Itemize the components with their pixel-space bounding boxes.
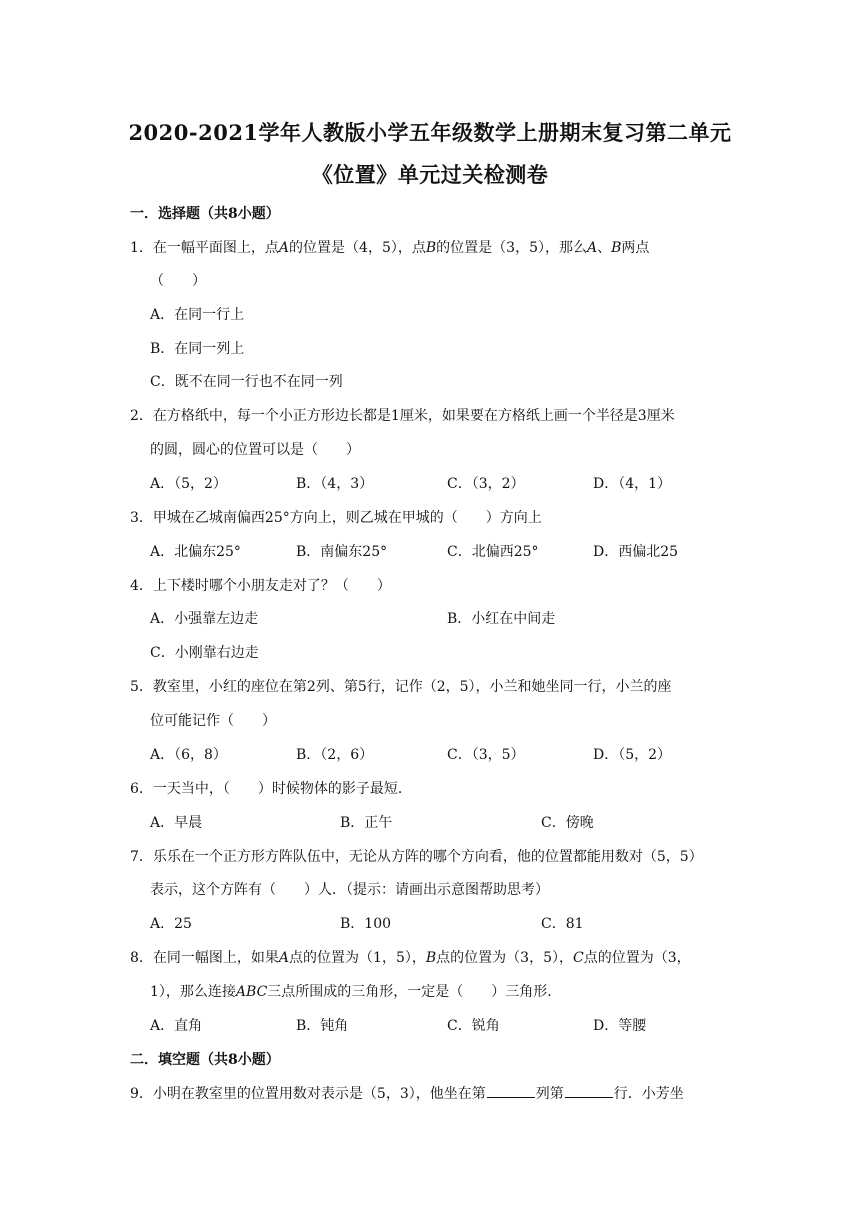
question-text: 列第 bbox=[535, 1086, 564, 1102]
question-7-option-b: B．100 bbox=[340, 916, 392, 932]
question-4-line1: 4．上下楼时哪个小朋友走对了？（ ） bbox=[130, 578, 391, 594]
question-5-line1: 5．教室里，小红的座位在第2列、第5行，记作（2，5），小兰和她坐同一行，小兰的座 bbox=[130, 679, 672, 695]
document-title-line2: 《位置》单元过关检测卷 bbox=[311, 162, 549, 187]
question-6-option-b: B．正午 bbox=[340, 815, 393, 831]
document-title-line1: 2020-2021学年人教版小学五年级数学上册期末复习第二单元 bbox=[128, 120, 732, 145]
section-heading-choice: 一．选择题（共8小题） bbox=[130, 206, 280, 222]
question-text: 点的位置为（3， bbox=[583, 950, 691, 966]
question-6-option-a: A．早晨 bbox=[150, 815, 203, 831]
question-7-line1: 7．乐乐在一个正方形方阵队伍中，无论从方阵的哪个方向看，他的位置都能用数对（5，5） bbox=[130, 849, 703, 865]
var-abc: ABC bbox=[235, 984, 268, 1000]
answer-blank[interactable] bbox=[487, 1085, 535, 1098]
question-5-option-c: C．（3，5） bbox=[447, 747, 525, 763]
question-5-option-b: B．（2，6） bbox=[296, 747, 374, 763]
question-3-option-a: A．北偏东25° bbox=[150, 544, 241, 560]
question-2-option-d: D．（4，1） bbox=[593, 476, 672, 492]
answer-blank[interactable] bbox=[565, 1085, 613, 1098]
question-3-option-d: D．西偏北25 bbox=[593, 544, 679, 560]
var-b: B bbox=[425, 950, 437, 966]
question-8-option-a: A．直角 bbox=[150, 1018, 203, 1034]
question-2-line2: 的圆，圆心的位置可以是（ ） bbox=[150, 442, 360, 458]
question-8-line2 bbox=[150, 981, 561, 1001]
question-1-option-b: B．在同一列上 bbox=[150, 341, 245, 357]
question-5-option-a: A．（6，8） bbox=[150, 747, 227, 763]
question-8-option-c: C．锐角 bbox=[447, 1018, 500, 1034]
question-8-line1 bbox=[130, 947, 691, 967]
var-b: B bbox=[611, 240, 622, 256]
question-4-option-b: B．小红在中间走 bbox=[447, 611, 556, 627]
question-text: 、 bbox=[597, 240, 612, 256]
question-2-option-c: C．（3，2） bbox=[447, 476, 525, 492]
question-text: 两点 bbox=[621, 240, 650, 256]
question-7-option-a: A．25 bbox=[150, 916, 192, 932]
question-text: 1），那么连接 bbox=[150, 984, 236, 1000]
question-5-line2: 位可能记作（ ） bbox=[150, 713, 276, 729]
question-1-line1 bbox=[130, 237, 649, 257]
question-4-option-a: A．小强靠左边走 bbox=[150, 611, 259, 627]
question-2-option-b: B．（4，3） bbox=[296, 476, 374, 492]
question-3-option-b: B．南偏东25° bbox=[296, 544, 388, 560]
question-1-option-a: A．在同一行上 bbox=[150, 307, 245, 323]
question-text: 点的位置为（3，5）， bbox=[436, 950, 573, 966]
question-1-line2: （ ） bbox=[150, 273, 206, 289]
question-2-option-a: A．（5，2） bbox=[150, 476, 227, 492]
var-a: A bbox=[278, 240, 290, 256]
question-text: 1．在一幅平面图上，点 bbox=[130, 240, 279, 256]
question-7-option-c: C．81 bbox=[541, 916, 584, 932]
question-3-option-c: C．北偏西25° bbox=[447, 544, 539, 560]
question-2-line1: 2．在方格纸中，每一个小正方形边长都是1厘米，如果要在方格纸上画一个半径是3厘米 bbox=[130, 408, 675, 424]
question-4-option-c: C．小刚靠右边走 bbox=[150, 645, 259, 661]
question-text: 的位置是（3，5），那么 bbox=[436, 240, 587, 256]
question-6-option-c: C．傍晚 bbox=[541, 815, 594, 831]
var-a: A bbox=[278, 950, 290, 966]
question-text: 点的位置为（1，5）， bbox=[289, 950, 426, 966]
var-c: C bbox=[573, 950, 584, 966]
var-a: A bbox=[587, 240, 598, 256]
question-5-option-d: D．（5，2） bbox=[593, 747, 672, 763]
question-text: 9．小明在教室里的位置用数对表示是（5，3），他坐在第 bbox=[130, 1086, 486, 1102]
question-8-option-b: B．钝角 bbox=[296, 1018, 349, 1034]
question-text: 三点所围成的三角形，一定是（ ）三角形． bbox=[267, 984, 562, 1000]
question-6-line1: 6．一天当中，（ ）时候物体的影子最短． bbox=[130, 781, 412, 797]
question-3-line1: 3．甲城在乙城南偏西25°方向上，则乙城在甲城的（ ）方向上 bbox=[130, 510, 542, 526]
section-heading-fill: 二．填空题（共8小题） bbox=[130, 1052, 280, 1068]
question-text: 的位置是（4，5），点 bbox=[289, 240, 426, 256]
question-7-line2: 表示，这个方阵有（ ）人．（提示：请画出示意图帮助思考） bbox=[150, 882, 549, 898]
question-9-line1 bbox=[130, 1083, 684, 1103]
question-1-option-c: C．既不在同一行也不在同一列 bbox=[150, 374, 343, 390]
var-b: B bbox=[425, 240, 437, 256]
question-8-option-d: D．等腰 bbox=[593, 1018, 647, 1034]
question-text: 行．小芳坐 bbox=[613, 1086, 684, 1102]
question-text: 8．在同一幅图上，如果 bbox=[130, 950, 279, 966]
